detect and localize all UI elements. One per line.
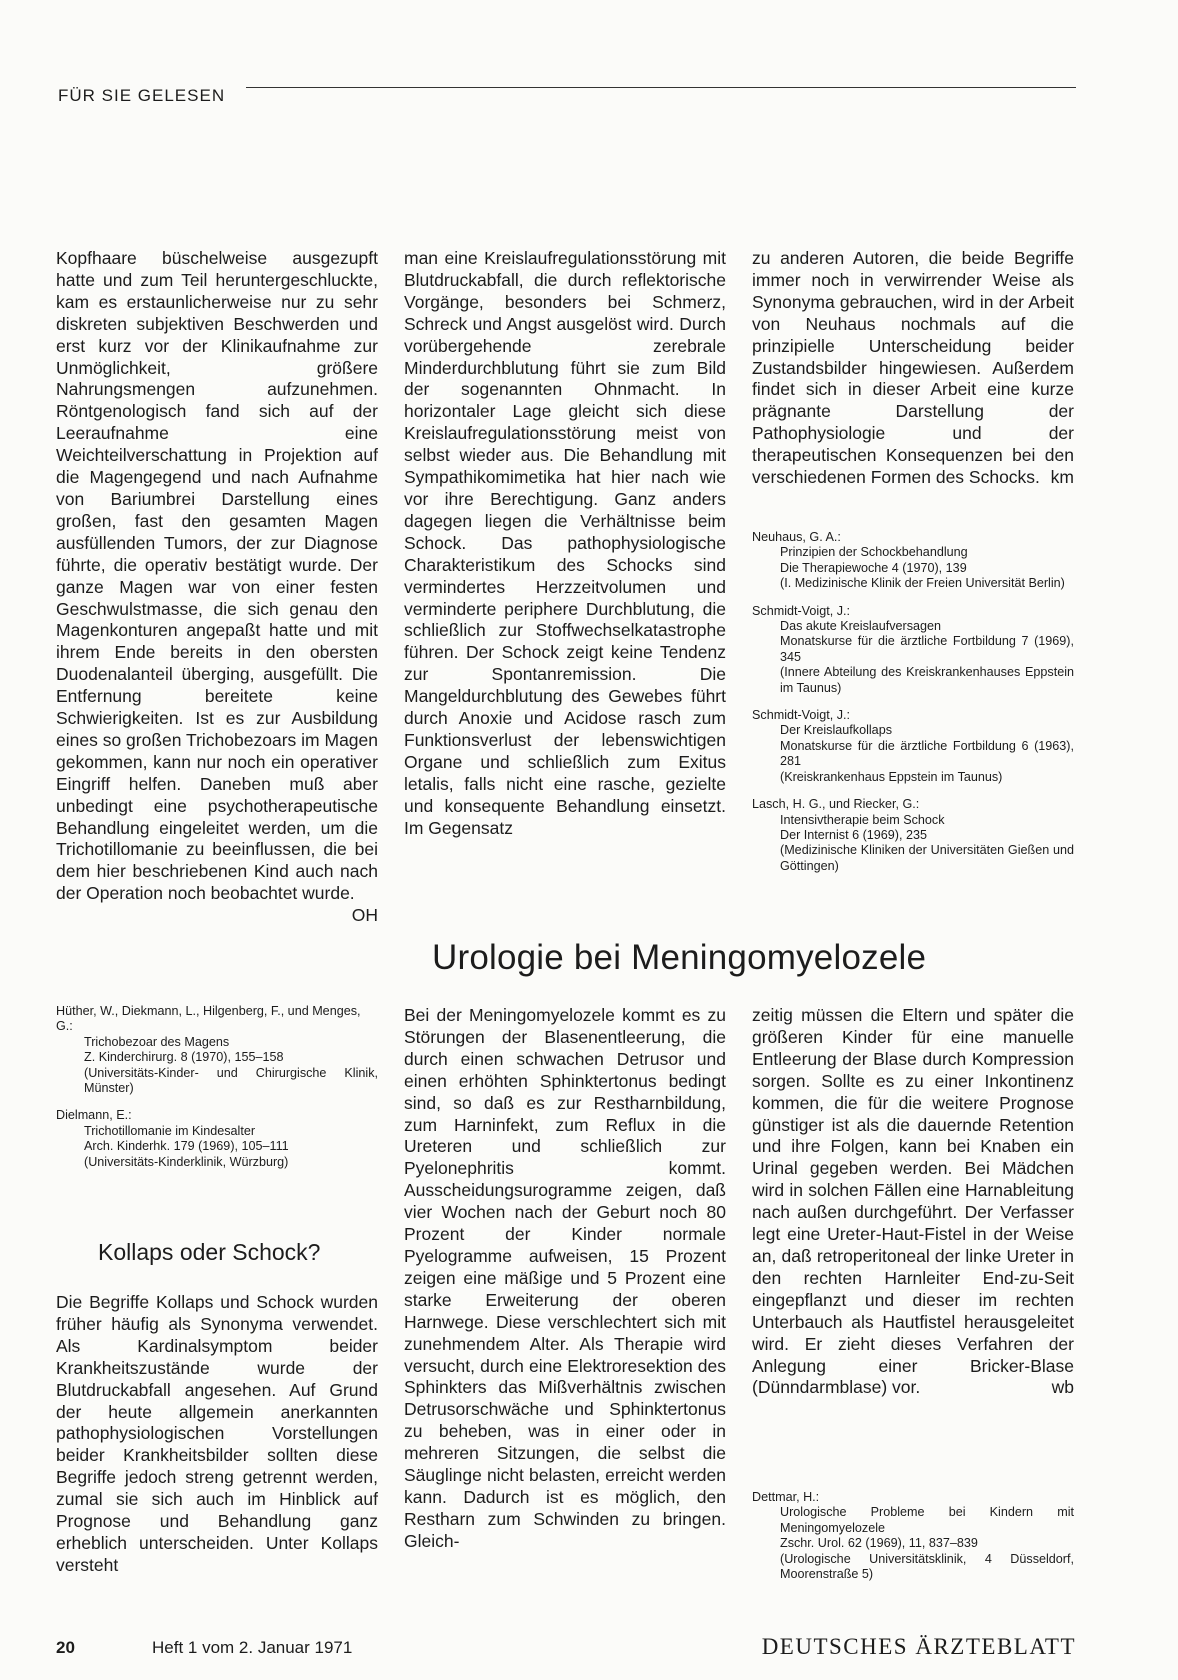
author-signature: wb <box>1051 1377 1074 1398</box>
article-text: Kopfhaare büschelweise ausgezupft hatte und zum Teil heruntergeschluckte, kam es erstaunlicherweise nur zu sehr diskreten subjektiven Beschwerden und erst kurz vor der Klinikaufnahme zur Unmöglichkeit, größere Nahrungsmengen aufzunehmen. Röntgenologisch fand sich auf der Leeraufnahme eine Weichteilverschattung in Projektion auf die Magengegend und nach Aufnahme von Bariumbrei Darstellung eines großen, fast den gesamten Magen ausfüllenden Tumors, der zur Diagnose führte, die operativ bestätigt wurde. Der ganze Magen war von einer festen Geschwulstmasse, die sich genau den Magenkonturen angepaßt hatte und mit ihrem Ende bereits in den obersten Duodenalanteil überging, ausgefüllt. Die Entfernung bereitete keine Schwierigkeiten. Ist es zur Ausbildung eines so großen Trichobezoars im Magen gekommen, kann nur noch ein operativer Eingriff helfen. Daneben muß aber unbedingt eine psychotherapeutische Behandlung eingeleitet werden, um die Trichotillomanie zu beeinflussen, die bei dem hier beschriebenen Kind auch nach der Operation noch beobachtet wurde. <box>56 248 378 904</box>
reference-affiliation: (Universitäts-Kinderklinik, Würzburg) <box>84 1154 289 1169</box>
page-number: 20 <box>56 1638 75 1657</box>
reference-affiliation: (Medizinische Kliniken der Universitäten Gießen und Göttingen) <box>780 843 1074 873</box>
reference-source: Die Therapiewoche 4 (1970), 139 <box>780 560 967 575</box>
reference-source: Monatskurse für die ärztliche Fortbildung 7 (1969), 345 <box>780 634 1074 664</box>
article-urologie-body-col1 <box>404 1005 726 1553</box>
reference-authors: Lasch, H. G., und Riecker, G.: <box>752 797 920 812</box>
reference-source: Z. Kinderchirurg. 8 (1970), 155–158 <box>84 1050 284 1065</box>
reference-item <box>752 604 1074 696</box>
reference-source: Arch. Kinderhk. 179 (1969), 105–111 <box>84 1139 289 1154</box>
magazine-name: DEUTSCHES ÄRZTEBLATT <box>761 1634 1076 1659</box>
article-paragraph: Bei der Meningomyelozele kommt es zu Störungen der Blasenentleerung, die durch einen schwachen Detrusor und einen erhöhten Sphinktertonus bedingt sind, so daß es zur Restharnbildung, zum Harninfekt, zum Reflux in die Ureteren und schließlich zur Pyelonephritis kommt. Ausscheidungsurogramme zeigen, daß vier Wochen nach der Geburt noch 80 Prozent der Kinder normale Pyelogramme aufweisen, 15 Prozent zeigen eine mäßige und 5 Prozent eine starke Erweiterung der oberen Harnwege. Diese verschlechtert sich mit zunehmendem Alter. Als Therapie wird versucht, durch eine Elektroresektion des Sphinkters das Mißverhältnis zwischen Detrusorschwäche und Sphinktertonus zu beheben, was in einer oder in mehreren Sitzungen, die selbst die Säuglinge nicht belasten, erreicht werden kann. Dadurch ist es möglich, den Restharn zum Schwinden zu bringen. Gleich- <box>404 1005 726 1551</box>
reference-title: Der Kreislaufkollaps <box>780 723 892 738</box>
reference-item <box>752 797 1074 874</box>
references-trichobezoar <box>56 1004 378 1182</box>
article-title-kollaps: Kollaps oder Schock? <box>98 1239 321 1265</box>
article-paragraph <box>752 248 1074 489</box>
reference-affiliation: (Urologische Universitätsklinik, 4 Düsseldorf, Moorenstraße 5) <box>780 1551 1074 1582</box>
reference-item <box>752 708 1074 785</box>
article-title-urologie: Urologie bei Meningomyelozele <box>432 938 927 977</box>
article-trichobezoar-body <box>56 248 378 927</box>
section-header-label: FÜR SIE GELESEN <box>58 86 226 105</box>
reference-affiliation: (Universitäts-Kinder- und Chirurgische Klinik, Münster) <box>84 1065 378 1096</box>
article-kollaps-body-col1 <box>56 1292 378 1577</box>
reference-title: Urologische Probleme bei Kindern mit Meningomyelozele <box>780 1505 1074 1535</box>
reference-item <box>752 530 1074 592</box>
reference-title: Trichotillomanie im Kindesalter <box>84 1123 256 1138</box>
article-urologie-body-col2 <box>752 1005 1074 1399</box>
article-kollaps-body-col3 <box>752 248 1074 489</box>
references-kollaps <box>752 530 1074 886</box>
reference-title: Das akute Kreislaufversagen <box>780 619 942 634</box>
reference-authors: Dielmann, E.: <box>56 1108 132 1123</box>
author-signature: km <box>1050 467 1074 488</box>
article-text: zeitig müssen die Eltern und später die größeren Kinder für eine manuelle Entleerung der Blase durch Kompression sorgen. Sollte es zu einer Inkontinenz kommen, die für die weitere Prognose günstiger ist als die dauernde Retention und ihre Folgen, kann bei Knaben ein Urinal gegeben werden. Bei Mädchen wird in solchen Fällen eine Harnableitung nach außen durchgeführt. Der Verfasser legt eine Ureter-Haut-Fistel in der Weise an, daß retroperitoneal der linke Ureter in den rechten Harnleiter End-zu-Seit eingepflanzt und dieser im rechten Unterbauch als Hautfistel herausgeleitet wird. Er zieht dieses Verfahren der Anlegung einer Bricker-Blase (Dünndarmblase) vor. <box>752 1005 1074 1398</box>
reference-item <box>56 1108 378 1170</box>
reference-affiliation: (Kreiskrankenhaus Eppstein im Taunus) <box>780 769 1003 784</box>
header-rule <box>246 87 1076 88</box>
reference-affiliation: (Innere Abteilung des Kreiskrankenhauses Eppstein im Taunus) <box>780 665 1074 695</box>
reference-authors: Hüther, W., Diekmann, L., Hilgenberg, F., und Menges, G.: <box>56 1004 361 1034</box>
reference-authors: Schmidt-Voigt, J.: <box>752 603 850 618</box>
reference-source: Zschr. Urol. 62 (1969), 11, 837–839 <box>780 1536 978 1551</box>
reference-item <box>752 1490 1074 1582</box>
article-paragraph: man eine Kreislaufregulationsstörung mit Blutdruckabfall, die durch reflektorische Vorgänge, besonders bei Schmerz, Schreck und Angst ausgelöst wird. Durch vorübergehende zerebrale Minderdurchblutung führt sie zum Bild der sogenannten Ohnmacht. In horizontaler Lage gleicht sich diese Kreislaufregulationsstörung meist von selbst wieder aus. Die Behandlung mit Sympathikomimetika hat hier nach wie vor ihre Berechtigung. Ganz anders dagegen liegen die Verhältnisse beim Schock. Das pathophysiologische Charakteristikum des Schocks sind vermindertes Herzzeitvolumen und verminderte periphere Durchblutung, die schließlich zur Stoffwechselkatastrophe führen. Der Schock zeigt keine Tendenz zur Spontanremission. Die Mangeldurchblutung des Gewebes führt durch Anoxie und Acidose rasch zum Funktionsverlust der lebenswichtigen Organe und schließlich zum Exitus letalis, falls nicht eine rasche, gezielte und konsequente Behandlung einsetzt. Im Gegensatz <box>404 248 726 838</box>
article-text: zu anderen Autoren, die beide Begriffe immer noch in verwirrender Weise als Synonyma gebrauchen, wird in der Arbeit von Neuhaus nochmals auf die prinzipielle Unterscheidung beider Zustandsbilder hingewiesen. Außerdem findet sich in dieser Arbeit eine kurze prägnante Darstellung der Pathophysiologie und der therapeutischen Konsequenzen bei den verschiedenen Formen des Schocks. <box>752 248 1074 488</box>
references-urologie <box>752 1490 1074 1594</box>
reference-authors: Dettmar, H.: <box>752 1490 820 1504</box>
article-paragraph: Die Begriffe Kollaps und Schock wurden früher häufig als Synonyma verwendet. Als Kardinalsymptom beider Krankheitszustände wurde der Blutdruckabfall angesehen. Auf Grund der heute allgemein anerkannten pathophysiologischen Vorstellungen beider Krankheitsbilder sollten diese Begriffe jedoch streng getrennt werden, zumal sie sich auch im Hinblick auf Prognose und Behandlung ganz erheblich unterscheiden. Unter Kollaps versteht <box>56 1292 378 1575</box>
article-paragraph <box>56 248 378 926</box>
reference-source: Der Internist 6 (1969), 235 <box>780 827 928 842</box>
reference-affiliation: (I. Medizinische Klinik der Freien Universität Berlin) <box>780 576 1065 591</box>
reference-source: Monatskurse für die ärztliche Fortbildung 6 (1963), 281 <box>780 738 1074 769</box>
reference-title: Trichobezoar des Magens <box>84 1034 230 1049</box>
reference-authors: Neuhaus, G. A.: <box>752 530 841 544</box>
article-paragraph <box>752 1005 1074 1399</box>
reference-title: Intensivtherapie beim Schock <box>780 812 945 827</box>
issue-date: Heft 1 vom 2. Januar 1971 <box>152 1638 353 1657</box>
reference-item <box>56 1004 378 1096</box>
reference-authors: Schmidt-Voigt, J.: <box>752 708 850 723</box>
reference-title: Prinzipien der Schockbehandlung <box>780 545 968 560</box>
article-kollaps-body-col2 <box>404 248 726 839</box>
author-signature: OH <box>351 905 378 926</box>
